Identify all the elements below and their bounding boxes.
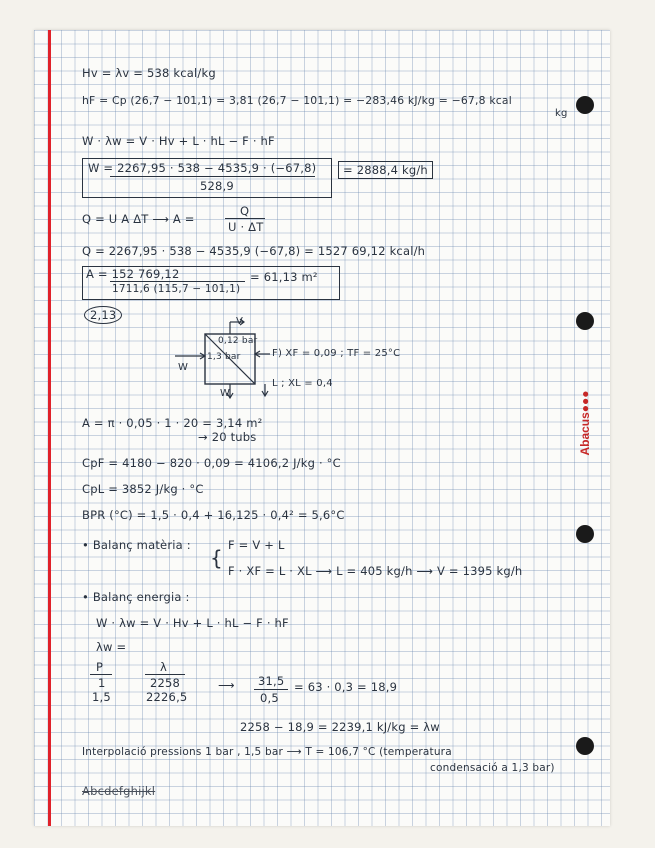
w-numerator: W = 2267,95 · 538 − 4535,9 · (−67,8) [88, 161, 317, 175]
table-underline-lambda [145, 674, 185, 675]
line-area-tubes: → 20 tubs [198, 430, 257, 444]
line-q-value: Q = 2267,95 · 538 − 4535,9 (−67,8) = 1527 69,12 kcal/h [82, 244, 426, 258]
table-lambda-2: 2226,5 [146, 690, 188, 704]
mass-balance-eq1: F = V + L [228, 538, 285, 552]
line-cpl: CpL = 3852 J/kg · °C [82, 482, 204, 496]
binder-hole [576, 96, 594, 114]
mass-balance-title: • Balanç matèria : [82, 538, 191, 552]
problem-number: 2,13 [84, 306, 122, 324]
diagram-steam-out: W [220, 388, 231, 399]
table-p-2: 1,5 [92, 690, 111, 704]
table-header-lambda: λ [160, 660, 168, 674]
mass-balance-eq2: F · XF = L · XL ⟶ L = 405 kg/h ⟶ V = 1395 kg/h [228, 564, 523, 578]
diagram-feed-label: F) XF = 0,09 ; TF = 25°C [272, 348, 401, 359]
line-interpolation: Interpolació pressions 1 bar , 1,5 bar ⟶ T = 106,7 °C (temperatura [82, 746, 452, 758]
interp-denominator: 0,5 [260, 691, 279, 705]
diagram-steam-in: W [178, 362, 189, 373]
table-lambda-1: 2258 [150, 676, 181, 690]
a-denominator: 1711,6 (115,7 − 101,1) [112, 283, 241, 295]
energy-balance-eq: W · λw = V · Hv + L · hL − F · hF [96, 616, 289, 630]
q-numerator: Q [240, 204, 250, 218]
diagram-vapor-label: V [236, 316, 244, 327]
lambda-w-label: λw = [96, 640, 127, 654]
q-fraction-bar [225, 218, 265, 219]
w-fraction-bar [110, 176, 315, 177]
line-hf-unit: kg [555, 108, 568, 119]
line-cpf: CpF = 4180 − 820 · 0,09 = 4106,2 J/kg · °C [82, 456, 341, 470]
interp-numerator: 31,5 [258, 674, 285, 688]
w-result: = 2888,4 kg/h [338, 161, 433, 179]
table-underline-p [90, 674, 112, 675]
binder-hole [576, 737, 594, 755]
table-header-p: P [96, 660, 104, 674]
brand-logo: Abacus●●● [578, 390, 592, 456]
evaporator-diagram [170, 316, 380, 406]
struck-out-text: Abcdefghijkl [82, 784, 156, 798]
a-numerator: A = 152 769,12 [86, 267, 180, 281]
interp-fraction-bar [254, 689, 288, 690]
a-result: = 61,13 m² [250, 270, 318, 284]
line-hf: hF = Cp (26,7 − 101,1) = 3,81 (26,7 − 101,1) = −283,46 kJ/kg = −67,8 kcal [82, 94, 512, 107]
binder-hole [576, 525, 594, 543]
table-p-1: 1 [98, 676, 106, 690]
q-denominator: U · ΔT [228, 220, 264, 234]
diagram-pressure-2: 1,3 bar [207, 352, 241, 362]
line-energy-balance: W · λw = V · Hv + L · hL − F · hF [82, 134, 275, 148]
diagram-liquid-label: L ; XL = 0,4 [272, 378, 333, 389]
line-area: A = π · 0,05 · 1 · 20 = 3,14 m² [82, 416, 263, 430]
binder-hole [576, 312, 594, 330]
a-fraction-bar [110, 281, 245, 282]
line-bpr: BPR (°C) = 1,5 · 0,4 + 16,125 · 0,4² = 5,6°C [82, 508, 345, 522]
interp-result: = 63 · 0,3 = 18,9 [294, 680, 398, 694]
line-interpolation-note: condensació a 1,3 bar) [430, 762, 555, 774]
line-q-formula: Q = U A ΔT ⟶ A = [82, 212, 195, 226]
line-hv: Hv = λv = 538 kcal/kg [82, 66, 216, 80]
mass-balance-brace: { [210, 546, 223, 570]
w-denominator: 528,9 [200, 179, 234, 193]
interp-arrow: ⟶ [218, 678, 235, 692]
margin-line [48, 30, 51, 826]
diagram-pressure-1: 0,12 bar [218, 336, 258, 346]
energy-balance-title: • Balanç energia : [82, 590, 190, 604]
line-lambda-w: 2258 − 18,9 = 2239,1 kJ/kg = λw [240, 720, 440, 734]
